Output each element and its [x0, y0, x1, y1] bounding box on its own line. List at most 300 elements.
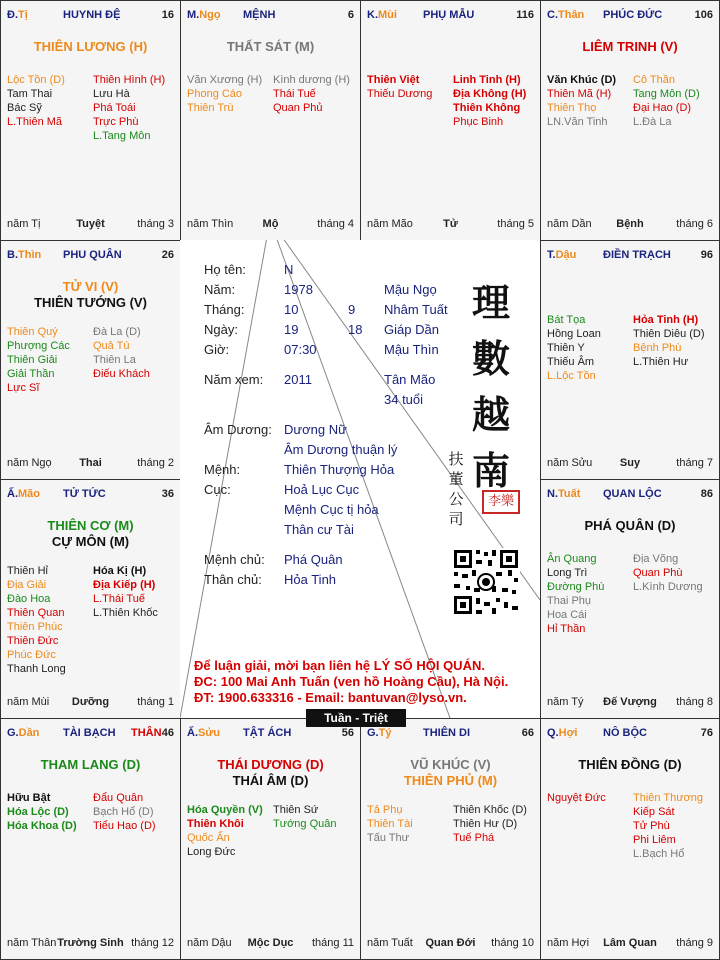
cell-header — [547, 249, 713, 265]
palace-number: 46 — [161, 727, 174, 739]
palace-name: TẬT ÁCH — [243, 727, 292, 739]
branch-name: Mùi — [378, 9, 397, 21]
branch-code: C. — [547, 9, 558, 21]
footer-month: tháng 9 — [676, 937, 713, 949]
minor-star: Bệnh Phù — [633, 342, 682, 354]
minor-star: Thiên Hình (H) — [93, 74, 166, 86]
palace-number: 6 — [347, 9, 354, 21]
minor-stars-right — [633, 552, 719, 594]
minor-star: Tam Thai — [7, 88, 53, 100]
menh-label: Mệnh: — [204, 462, 241, 477]
minor-star: Lưu Hà — [93, 88, 130, 100]
palace-name: QUAN LỘC — [603, 488, 662, 500]
minor-star: Tấu Thư — [367, 832, 410, 844]
menhchu-value: Phá Quân — [284, 552, 343, 567]
minor-star: Hoa Cái — [547, 609, 587, 621]
footer-month: tháng 11 — [311, 937, 354, 949]
gio-value: 07:30 — [284, 342, 317, 357]
minor-star: Long Trì — [547, 567, 588, 579]
thanchu-value: Hỏa Tinh — [284, 572, 337, 587]
minor-stars-right — [633, 313, 719, 369]
cell-header — [367, 9, 534, 25]
minor-star: Thiếu Âm — [547, 356, 595, 368]
cell-ti — [0, 0, 181, 241]
major-star: THIÊN CƠ (M) — [47, 518, 134, 533]
major-star: CỰ MÔN (M) — [51, 534, 130, 549]
minor-stars-left — [7, 73, 93, 129]
footer-year: năm Ngọ — [7, 457, 52, 469]
branch-code: M. — [187, 9, 200, 21]
branch-label — [547, 488, 580, 500]
ngay-lunar: 18 — [348, 322, 363, 337]
footer-month: tháng 6 — [676, 218, 713, 230]
minor-star: Kình dương (H) — [273, 74, 350, 86]
minor-star: Thiên Tài — [367, 818, 413, 830]
footer-year: năm Mùi — [7, 696, 50, 708]
minor-star: Thiên Phúc — [7, 621, 63, 633]
minor-star: Văn Xương (H) — [187, 74, 263, 86]
branch-name: Tị — [18, 9, 28, 21]
nam-canchi: Mậu Ngọ — [384, 282, 437, 297]
branch-label — [7, 727, 39, 739]
minor-star: Hỏa Tinh (H) — [633, 314, 699, 326]
minor-star: Thiên Hỉ — [7, 565, 48, 577]
branch-name: Dậu — [555, 249, 577, 261]
footer-year: năm Hợi — [547, 937, 590, 949]
palace-number: 56 — [341, 727, 354, 739]
cell-ngo — [180, 0, 361, 241]
minor-star: Điếu Khách — [93, 368, 150, 380]
cell-footer — [547, 218, 713, 232]
cell-header — [547, 727, 713, 743]
major-star: THIÊN LƯƠNG (H) — [33, 39, 148, 54]
cell-hoi — [540, 718, 720, 960]
than-marker: THÂN — [131, 727, 162, 739]
footer-year: năm Tị — [7, 218, 41, 230]
palace-number: 26 — [161, 249, 174, 261]
cuc-value-1: Hoả Lục Cục — [284, 482, 360, 497]
palace-name: NÔ BỘC — [603, 727, 647, 739]
ho-ten-value: N — [284, 262, 294, 277]
branch-name: Thìn — [18, 249, 42, 261]
footer-stage: Quan Đới — [425, 937, 476, 949]
minor-star: Tả Phụ — [367, 804, 403, 816]
cell-header — [7, 488, 174, 504]
palace-name: ĐIỀN TRẠCH — [603, 249, 671, 261]
branch-code: G. — [367, 727, 379, 739]
minor-star: Thanh Long — [7, 663, 66, 675]
gio-canchi: Mậu Thìn — [384, 342, 439, 357]
major-star: THIÊN PHỦ (M) — [403, 773, 498, 788]
branch-label — [187, 727, 220, 739]
minor-star: L.Kình Dương — [633, 581, 703, 593]
cell-dau — [540, 240, 720, 480]
footer-month: tháng 2 — [137, 457, 174, 469]
minor-stars-left — [547, 552, 633, 636]
branch-label — [547, 727, 577, 739]
branch-code: N. — [547, 488, 558, 500]
minor-star: Thái Tuế — [273, 88, 316, 100]
minor-star: Hỉ Thần — [547, 623, 586, 635]
footer-year: năm Dậu — [187, 937, 232, 949]
minor-star: Phong Cáo — [187, 88, 243, 100]
minor-star: Linh Tinh (H) — [453, 74, 521, 86]
ho-ten-label: Họ tên: — [204, 262, 246, 277]
thang-value: 10 — [284, 302, 299, 317]
palace-number: 16 — [161, 9, 174, 21]
palace-number: 76 — [700, 727, 713, 739]
palace-number: 66 — [521, 727, 534, 739]
branch-label — [7, 249, 41, 261]
palace-number: 86 — [700, 488, 713, 500]
branch-code: Ấ. — [187, 727, 198, 739]
branch-code: Đ. — [7, 9, 18, 21]
minor-star: L.Tang Môn — [93, 130, 151, 142]
branch-name: Hợi — [558, 727, 578, 739]
cell-footer — [547, 937, 713, 951]
minor-star: Văn Khúc (D) — [547, 74, 617, 86]
branch-name: Ngọ — [199, 9, 221, 21]
cell-header — [367, 727, 534, 743]
footer-year: năm Tý — [547, 696, 584, 708]
minor-star: Đà La (D) — [93, 326, 141, 338]
minor-star: Phi Liêm — [633, 834, 676, 846]
footer-month: tháng 10 — [491, 937, 534, 949]
minor-stars-left — [367, 73, 453, 101]
minor-star: Hóa Khoa (D) — [7, 820, 77, 832]
branch-name: Tuất — [558, 488, 581, 500]
footer-stage: Dưỡng — [71, 696, 110, 708]
major-star: THÁI ÂM (D) — [232, 773, 309, 788]
palace-name: TỬ TỨC — [63, 488, 106, 500]
major-star: THIÊN ĐỒNG (D) — [578, 757, 682, 772]
namxem-value: 2011 — [284, 372, 312, 387]
minor-stars-right — [633, 73, 719, 129]
cell-footer — [547, 457, 713, 471]
cuc-label: Cục: — [204, 482, 231, 497]
minor-star: L.Thiên Khốc — [93, 607, 158, 619]
thang-canchi: Nhâm Tuất — [384, 302, 448, 317]
minor-stars-left — [187, 803, 273, 859]
minor-star: Phá Toái — [93, 102, 136, 114]
minor-stars-left — [7, 325, 93, 395]
cell-header — [7, 727, 174, 743]
callig-char-2: 數 — [472, 336, 511, 381]
ngay-value: 19 — [284, 322, 299, 337]
minor-star: Thai Phụ — [547, 595, 592, 607]
minor-stars-right — [273, 73, 359, 115]
footer-stage: Trường Sinh — [57, 937, 124, 949]
cell-ty — [360, 718, 541, 960]
minor-star: Thiên Giải — [7, 354, 58, 366]
minor-stars-left — [547, 313, 633, 383]
minor-stars-left — [367, 803, 453, 845]
minor-star: Ân Quang — [547, 553, 597, 565]
amduong-value-1: Dương Nữ — [284, 422, 347, 437]
cell-thin — [0, 240, 181, 480]
minor-star: Trực Phù — [93, 116, 139, 128]
minor-star: Thiên La — [93, 354, 136, 366]
cell-suu — [180, 718, 361, 960]
footer-stage: Mộc Dục — [247, 937, 294, 949]
thang-lunar: 9 — [348, 302, 356, 317]
minor-star: Thiên Trù — [187, 102, 234, 114]
minor-star: L.Thái Tuế — [93, 593, 145, 605]
thang-label: Tháng: — [204, 302, 245, 317]
minor-star: Hóa Lộc (D) — [7, 806, 69, 818]
minor-star: Long Đức — [187, 846, 236, 858]
minor-stars-right — [93, 325, 179, 381]
minor-star: Địa Giải — [7, 579, 47, 591]
cell-mao — [0, 479, 181, 719]
branch-label — [187, 9, 221, 21]
callig-char-4: 南 — [472, 448, 511, 493]
minor-stars-right — [93, 791, 179, 833]
palace-number: 116 — [516, 9, 534, 21]
minor-star: Lực Sĩ — [7, 382, 40, 394]
cell-tuat — [540, 479, 720, 719]
minor-star: Địa Võng — [633, 553, 679, 565]
tuoi-value: 34 tuổi — [384, 392, 424, 407]
palace-name: TÀI BẠCH — [63, 727, 116, 739]
minor-stars-left — [7, 564, 93, 676]
cell-footer — [187, 937, 354, 951]
cell-header — [187, 727, 354, 743]
minor-star: L.Thiên Hư — [633, 356, 689, 368]
minor-star: Thiếu Dương — [367, 88, 433, 100]
namxem-label: Năm xem: — [204, 372, 264, 387]
minor-star: Địa Không (H) — [453, 88, 527, 100]
minor-star: Tang Môn (D) — [633, 88, 700, 100]
minor-star: Bạch Hổ (D) — [93, 806, 154, 818]
footer-stage: Suy — [619, 457, 641, 469]
palace-name: HUYNH ĐỆ — [63, 9, 121, 21]
minor-star: Thiên Không — [453, 102, 521, 114]
palace-name: PHU QUÂN — [63, 249, 122, 261]
minor-star: Thiên Khôi — [187, 818, 244, 830]
cell-footer — [7, 937, 174, 951]
ngay-label: Ngày: — [204, 322, 238, 337]
minor-star: Hóa Quyền (V) — [187, 804, 263, 816]
thanchu-label: Thân chủ: — [204, 572, 262, 587]
major-star: THIÊN TƯỚNG (V) — [34, 295, 147, 310]
footer-year: năm Thìn — [187, 218, 234, 230]
minor-star: Giải Thần — [7, 368, 55, 380]
minor-stars-right — [273, 803, 359, 831]
minor-star: Hữu Bật — [7, 792, 51, 804]
cuc-value-3: Thân cư Tài — [284, 522, 354, 537]
minor-star: Tướng Quân — [273, 818, 337, 830]
cell-footer — [547, 696, 713, 710]
cell-header — [187, 9, 354, 25]
footer-stage: Tử — [443, 218, 458, 230]
minor-star: Bát Tọa — [547, 314, 586, 326]
minor-star: Thiên Sứ — [273, 804, 319, 816]
center-panel — [180, 240, 540, 718]
contact-line-2: ĐC: 100 Mai Anh Tuấn (ven hồ Hoàng Cầu), Hà Nội. — [194, 674, 509, 689]
minor-star: Quan Phù — [633, 567, 683, 579]
palace-number: 36 — [161, 488, 174, 500]
minor-star: Phượng Các — [7, 340, 70, 352]
ngay-canchi: Giáp Dần — [384, 322, 439, 337]
small-callig-1: 扶 — [448, 450, 464, 468]
footer-year: năm Thân — [7, 937, 57, 949]
minor-star: Thiên Đức — [7, 635, 59, 647]
contact-line-1: Để luận giải, mời bạn liên hệ LÝ SỐ HỘI QUÁN. — [194, 658, 485, 673]
major-star: VŨ KHÚC (V) — [410, 757, 491, 772]
minor-star: Lộc Tồn (D) — [7, 74, 65, 86]
minor-star: Đẩu Quân — [93, 792, 144, 804]
minor-star: Phục Binh — [453, 116, 504, 128]
palace-number: 106 — [694, 9, 713, 21]
branch-label — [367, 9, 397, 21]
minor-star: Tiểu Hao (D) — [93, 820, 156, 832]
callig-char-3: 越 — [472, 392, 511, 437]
cell-dan — [0, 718, 181, 960]
minor-stars-right — [453, 803, 539, 845]
footer-month: tháng 1 — [137, 696, 174, 708]
branch-code: T. — [547, 249, 556, 261]
major-star: TỬ VI (V) — [62, 279, 119, 294]
minor-star: Kiếp Sát — [633, 806, 675, 818]
cell-footer — [367, 937, 534, 951]
minor-stars-left — [547, 791, 633, 805]
callig-char-1: 理 — [472, 280, 511, 325]
branch-code: G. — [7, 727, 19, 739]
palace-name: PHỤ MẪU — [423, 9, 475, 21]
major-star: THAM LANG (D) — [40, 757, 141, 772]
cell-than — [540, 0, 720, 241]
minor-star: Phúc Đức — [7, 649, 56, 661]
footer-month: tháng 5 — [497, 218, 534, 230]
minor-star: Quốc Ấn — [187, 832, 230, 844]
footer-stage: Đế Vượng — [603, 696, 657, 708]
minor-star: L.Thiên Mã — [7, 116, 63, 128]
minor-star: Thiên Y — [547, 342, 585, 354]
branch-code: Q. — [547, 727, 559, 739]
small-callig-3: 公 — [448, 490, 464, 508]
minor-stars-right — [633, 791, 719, 861]
footer-month: tháng 7 — [676, 457, 713, 469]
amduong-value-2: Âm Dương thuận lý — [284, 442, 398, 457]
major-star: LIÊM TRINH (V) — [582, 39, 678, 54]
footer-stage: Mộ — [262, 218, 279, 230]
minor-stars-left — [187, 73, 273, 115]
minor-star: Thiên Thương — [633, 792, 704, 804]
minor-star: Cô Thần — [633, 74, 675, 86]
branch-label — [367, 727, 391, 739]
minor-star: Thiên Hư (D) — [453, 818, 518, 830]
minor-star: Thiên Khốc (D) — [453, 804, 527, 816]
footer-month: tháng 3 — [137, 218, 174, 230]
branch-label — [547, 9, 584, 21]
minor-star: Thiên Mã (H) — [547, 88, 612, 100]
palace-number: 96 — [700, 249, 713, 261]
footer-year: năm Tuất — [367, 937, 413, 949]
minor-stars-left — [547, 73, 633, 129]
palace-name: THIÊN DI — [423, 727, 471, 739]
footer-month: tháng 12 — [131, 937, 174, 949]
branch-label — [7, 488, 40, 500]
palace-name: PHÚC ĐỨC — [603, 9, 663, 21]
branch-name: Mão — [18, 488, 40, 500]
branch-name: Sửu — [198, 727, 221, 739]
minor-star: Bác Sỹ — [7, 102, 42, 114]
cuc-value-2: Mệnh Cục tị hỏa — [284, 502, 379, 517]
minor-star: Đường Phù — [547, 581, 605, 593]
branch-name: Thân — [558, 9, 585, 21]
tuan-triet-badge: Tuần - Triệt — [306, 709, 406, 727]
nam-value: 1978 — [284, 282, 313, 297]
minor-star: Tuế Phá — [453, 832, 495, 844]
minor-stars-left — [7, 791, 93, 833]
footer-stage: Thai — [79, 457, 102, 469]
minor-star: Hồng Loan — [547, 328, 601, 340]
minor-star: Quan Phủ — [273, 102, 323, 114]
menh-value: Thiên Thượng Hỏa — [284, 462, 395, 477]
cell-header — [547, 9, 713, 25]
cell-header — [547, 488, 713, 504]
minor-star: Thiên Quan — [7, 607, 65, 619]
minor-star: LN.Văn Tinh — [547, 116, 608, 128]
menhchu-label: Mệnh chủ: — [204, 552, 265, 567]
minor-stars-right — [93, 564, 179, 620]
cell-footer — [7, 696, 174, 710]
small-callig-4: 司 — [448, 510, 464, 528]
contact-line-3: ĐT: 1900.633316 - Email: bantuvan@lyso.vn. — [194, 690, 467, 705]
branch-code: Ấ. — [7, 488, 18, 500]
branch-code: K. — [367, 9, 378, 21]
footer-stage: Bệnh — [616, 218, 644, 230]
footer-year: năm Dần — [547, 218, 592, 230]
branch-label — [7, 9, 28, 21]
minor-star: Hóa Kị (H) — [93, 565, 147, 577]
footer-stage: Lâm Quan — [603, 937, 657, 949]
nam-label: Năm: — [204, 282, 236, 297]
cell-footer — [187, 218, 354, 232]
qr-code-icon — [452, 548, 520, 616]
minor-star: Đại Hao (D) — [633, 102, 692, 114]
minor-star: Thiên Thọ — [547, 102, 597, 114]
footer-month: tháng 8 — [676, 696, 713, 708]
cell-footer — [7, 218, 174, 232]
minor-stars-right — [93, 73, 179, 143]
major-star: PHÁ QUÂN (D) — [584, 518, 676, 533]
minor-star: Quả Tú — [93, 340, 130, 352]
amduong-label: Âm Dương: — [204, 422, 272, 437]
cell-mui — [360, 0, 541, 241]
cell-footer — [7, 457, 174, 471]
small-callig-2: 董 — [448, 470, 464, 488]
minor-star: Địa Kiếp (H) — [93, 579, 156, 591]
major-star: THẤT SÁT (M) — [226, 39, 315, 54]
minor-star: Tử Phù — [633, 820, 670, 832]
palace-name: MỆNH — [243, 9, 276, 21]
footer-month: tháng 4 — [317, 218, 354, 230]
branch-name: Dần — [18, 727, 40, 739]
cell-header — [7, 249, 174, 265]
footer-year: năm Mão — [367, 218, 413, 230]
minor-star: Thiên Quý — [7, 326, 58, 338]
red-seal-stamp: 李樂 — [482, 490, 520, 514]
branch-name: Tý — [378, 727, 392, 739]
minor-stars-right — [453, 73, 539, 129]
minor-star: L.Đà La — [633, 116, 672, 128]
gio-label: Giờ: — [204, 342, 230, 357]
cell-footer — [367, 218, 534, 232]
cell-header — [7, 9, 174, 25]
minor-star: Thiên Việt — [367, 74, 420, 86]
